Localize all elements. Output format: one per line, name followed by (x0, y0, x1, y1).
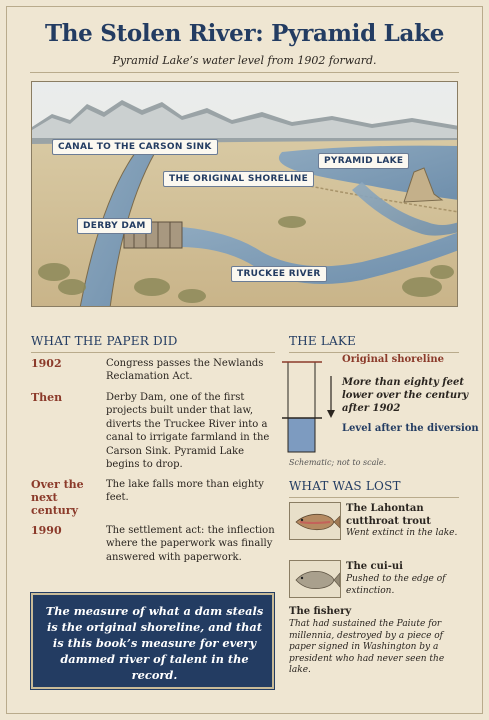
label-canal: CANAL TO THE CARSON SINK (52, 139, 218, 155)
river-illustration (31, 81, 458, 307)
event-year: 1902 (31, 357, 62, 370)
diversion-level-label: Level after the diversion (342, 423, 479, 434)
event-text: The lake falls more than eighty feet. (106, 479, 264, 504)
paper-heading: WHAT THE PAPER DID (31, 334, 178, 348)
paper-heading-rule (31, 352, 275, 353)
label-truckee-river: TRUCKEE RIVER (231, 266, 327, 282)
quote-text: The measure of what a dam steals is the original shoreline, and that is this book’s measure for every dammed river of talent in the record. (45, 604, 264, 682)
lost-item-desc: Went extinct in the lake. (346, 528, 458, 538)
lost-heading: WHAT WAS LOST (289, 479, 401, 493)
lost-item-name: The cui-ui (346, 561, 403, 572)
event-year: Over the next century (31, 478, 84, 517)
lake-level-diagram (280, 352, 344, 458)
lost-item-name: The Lahontan cutthroat trout (346, 503, 431, 527)
schematic-note: Schematic; not to scale. (289, 458, 387, 467)
drop-note: More than eighty feet lower over the century after 1902 (342, 377, 469, 414)
page-title: The Stolen River: Pyramid Lake (44, 20, 445, 47)
trout-illustration (289, 502, 341, 540)
drop-arrow-head (327, 410, 335, 418)
lost-item-name: The fishery (289, 606, 352, 617)
label-original-shoreline: THE ORIGINAL SHORELINE (163, 171, 314, 187)
cui-ui-drawing (290, 561, 341, 598)
title-divider (30, 72, 459, 73)
label-pyramid-lake: PYRAMID LAKE (318, 153, 409, 169)
event-text: Congress passes the Newlands Reclamation Act. (106, 358, 264, 383)
lost-item-desc: That had sustained the Paiute for millennia, destroyed by a piece of paper signed in Washington by a president who had never seen the lake. (289, 619, 445, 675)
lost-heading-rule (289, 497, 459, 498)
event-text: The settlement act: the inflection where the paperwork was finally answered with paperwork. (106, 525, 275, 563)
event-year: Then (31, 391, 63, 404)
original-shoreline-label: Original shoreline (342, 354, 445, 365)
lake-heading: THE LAKE (289, 334, 357, 348)
trout-drawing (290, 503, 341, 540)
lost-item-desc: Pushed to the edge of extinction. (346, 574, 446, 596)
event-year: 1990 (31, 524, 62, 537)
event-text: Derby Dam, one of the first projects built under that law, diverts the Truckee River into a canal to irrigate farmland in the Carson Sink. Pyramid Lake begins to drop. (106, 392, 270, 471)
cui-ui-illustration (289, 560, 341, 598)
lake-water-fill (288, 418, 315, 452)
label-derby-dam: DERBY DAM (77, 218, 152, 234)
page-subtitle: Pyramid Lake’s water level from 1902 forward. (112, 54, 377, 67)
quote-box (31, 593, 274, 689)
